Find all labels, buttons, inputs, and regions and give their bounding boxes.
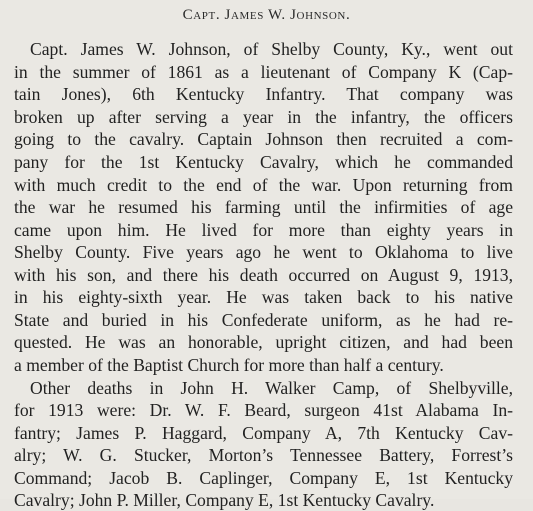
text-line: going to the cavalry. Captain Johnson then recruited a com-: [14, 129, 513, 149]
text-line: Capt. James W. Johnson, of Shelby County, Ky., went out: [30, 39, 513, 59]
article-title: Capt. James W. Johnson.: [182, 7, 351, 23]
text-line: fantry; James P. Haggard, Company A, 7th Kentucky Cav-: [14, 423, 513, 443]
text-line: Other deaths in John H. Walker Camp, of Shelbyville,: [30, 378, 513, 398]
text-line: with much credit to the end of the war. Upon returning from: [14, 175, 513, 195]
text-line: for 1913 were: Dr. W. F. Beard, surgeon 41st Alabama In-: [14, 400, 513, 420]
text-line: quested. He was an honorable, upright citizen, and had been: [14, 332, 513, 352]
text-line: in his eighty-sixth year. He was taken back to his native: [14, 287, 513, 307]
text-line: a member of the Baptist Church for more than half a century.: [14, 355, 444, 375]
text-line: the war he resumed his farming until the infirmities of age: [14, 197, 513, 217]
text-line: with his son, and there his death occurred on August 9, 1913,: [14, 265, 513, 285]
text-line: broken up after serving a year in the infantry, the officers: [14, 107, 513, 127]
text-line: Shelby County. Five years ago he went to Oklahoma to live: [14, 242, 513, 262]
text-line: came upon him. He lived for more than eighty years in: [14, 220, 513, 240]
text-line: tain Jones), 6th Kentucky Infantry. That company was: [14, 84, 513, 104]
text-line: alry; W. G. Stucker, Morton’s Tennessee Battery, Forrest’s: [14, 445, 513, 465]
text-line: Cavalry; John P. Miller, Company E, 1st Kentucky Cavalry.: [14, 490, 435, 510]
text-line: State and buried in his Confederate uniform, as he had re-: [14, 310, 513, 330]
text-line: in the summer of 1861 as a lieutenant of Company K (Cap-: [14, 62, 513, 82]
text-line: Command; Jacob B. Caplinger, Company E, 1st Kentucky: [14, 468, 513, 488]
text-line: pany for the 1st Kentucky Cavalry, which he commanded: [14, 152, 513, 172]
